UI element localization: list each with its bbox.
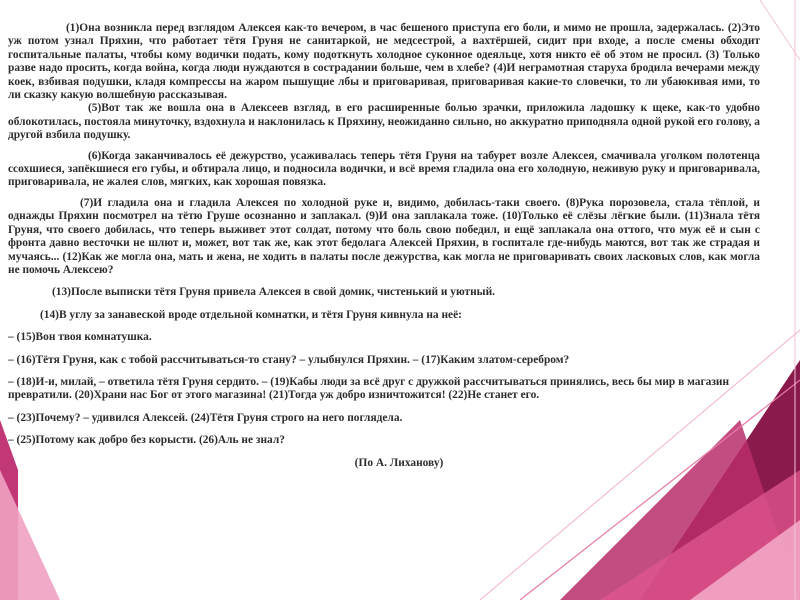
paragraph-6: (6)Когда заканчивалось её дежурство, усаживалась теперь тётя Груня на табурет возле Алексея, смачивала уголком полотенца ссохшиеся, запёкшиеся его губы, и обтирала лицо, и подносила водички, и всё время гладила она его холодную, неживую руку и приговаривала, приговаривала, не жалея слов, мягких, как хорошая повязка. (8, 149, 760, 189)
paragraph-1: (1)Она возникла перед взглядом Алексея как-то вечером, в час бешеного приступа его боли, и мимо не прошла, задержалась. (2)Это уж потом узнал Пряхин, что работает тётя Груня не санитаркой, не медсестрой, а вахтёршей, сидит при входе, а после смены обходит госпитальные палаты, чтобы кому водички подать, кому подоткнуть холодное суконное одеяльце, хотя никто её об этом не просил. (3) Только разве надо просить, когда война, когда люди нуждаются в сострадании больше, чем в хлебе? (4)И неграмотная старуха бродила вечерами между коек, взбивая подушки, кладя компрессы на жаром пышущие лбы и приговаривая, приговаривая какие-то словечки, то ли убаюкивая ими, то ли сказку какую волшебную рассказывая. (8, 22, 760, 102)
dialogue-15: – (15)Вон твоя комнатушка. (8, 331, 152, 344)
top-right-diagonal (760, 0, 800, 60)
dialogue-16: – (16)Тётя Груня, как с тобой рассчитываться-то стану? – улыбнулся Пряхин. – (17)Каким златом-серебром? (8, 353, 570, 366)
paragraph-7: (7)И гладила она и гладила Алексея по холодной руке и, видимо, добилась-таки своего. (8)Рука порозовела, стала тёплой, и однажды Пряхин посмотрел на тётю Грушe осознанно и заплакал. (9)И она заплакала тоже. (10)Только её слёзы лёгкие были. (11)Знала тётя Груня, что своего добилась, что теперь выживет этот солдат, потому что боль свою победил, и ещё заплакала она оттого, что муж её и сын с фронта давно весточки не шлют и, может, вот так же, как этот бедолага Алексей Пряхин, в госпитале где-нибудь маются, вот так же страдая и мучаясь... (12)Как же могла она, мать и жена, не ходить в палаты после дежурства, как могла не приговаривать своих ласковых слов, как могла не помочь Алексею? (8, 196, 760, 276)
paragraph-13: (13)После выписки тётя Груня привела Алексея в свой домик, чистенький и уютный. (52, 286, 495, 299)
story-text (8, 22, 760, 470)
dialogue-25: – (25)Потому как добро без корысти. (26)Аль не знал? (8, 434, 285, 447)
author-attribution: (По А. Лиханову) (354, 456, 444, 469)
dialogue-18: – (18)И-и, милай, – ответила тётя Груня сердито. – (19)Кабы люди за всё друг с дружкой рассчитываться принялись, весь бы мир в магазин превратили. (20)Храни нас Бог от этого магазина! (21)Тогда уж добро изничтожится! (22)Не станет его. (8, 375, 730, 402)
paragraph-14: (14)В углу за занавеской вроде отдельной комнатки, и тётя Груня кивнула на неё: (40, 308, 462, 321)
paragraph-5: (5)Вот так же вошла она в Алексеев взгляд, в его расширенные болью зрачки, приложила ладошку к щеке, как-то удобно облокотилась, постояла минуточку, вздохнула и наклонилась к Пряхину, неожиданно сильно, но аккуратно приподняла одной рукой его голову, а другой взбила подушку. (8, 102, 760, 142)
dialogue-23: – (23)Почему? – удивился Алексей. (24)Тётя Груня строго на него поглядела. (8, 411, 403, 424)
left-light-triangle (0, 470, 60, 600)
